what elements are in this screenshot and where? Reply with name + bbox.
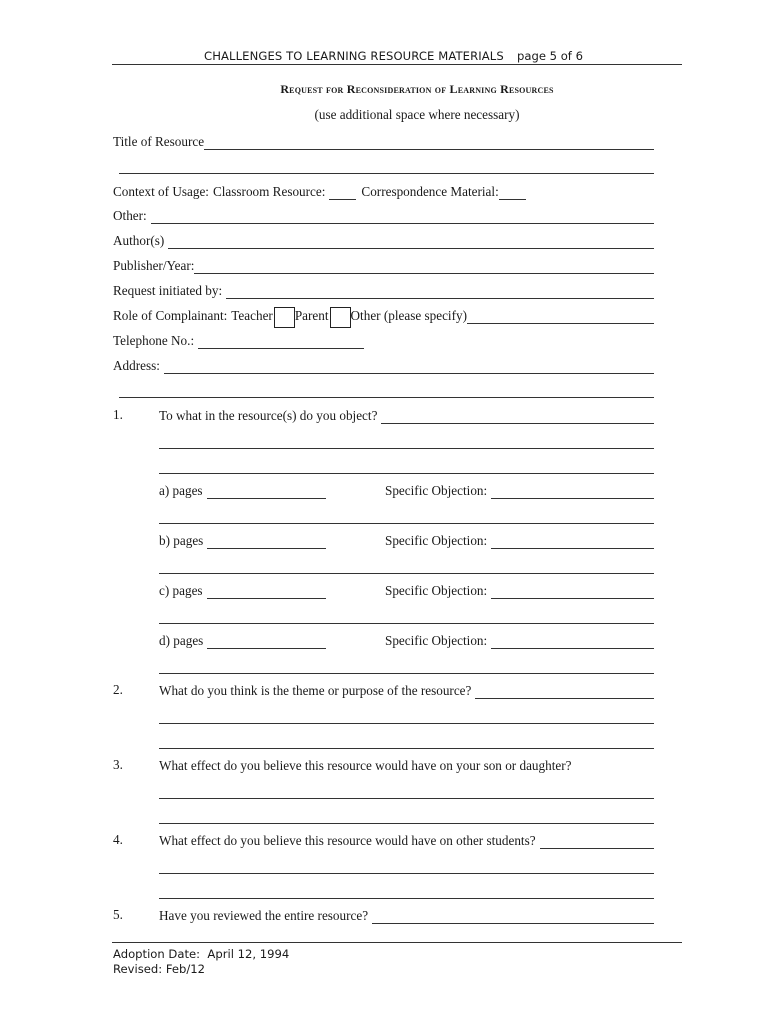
correspondence-material-field[interactable] bbox=[499, 187, 526, 200]
specific-objection-label: Specific Objection: bbox=[385, 633, 488, 648]
parent-label: Parent bbox=[294, 308, 329, 323]
answer-line-row bbox=[159, 507, 654, 524]
pages-field[interactable] bbox=[207, 636, 326, 649]
authors-label: Author(s) bbox=[113, 233, 165, 248]
address-field[interactable] bbox=[164, 361, 654, 374]
question-1-answer-field[interactable] bbox=[381, 411, 654, 424]
question-number: 2. bbox=[113, 682, 123, 697]
question-5-row bbox=[159, 907, 654, 924]
question-5-text: Have you reviewed the entire resource? bbox=[159, 908, 369, 923]
question-number: 5. bbox=[113, 907, 123, 922]
request-initiated-label: Request initiated by: bbox=[113, 283, 223, 298]
specific-objection-field[interactable] bbox=[491, 636, 654, 649]
objection-row bbox=[385, 582, 654, 599]
page-footer bbox=[113, 947, 289, 977]
request-initiated-row bbox=[113, 282, 654, 299]
page-entry-row bbox=[159, 532, 326, 549]
question-3-answer-line[interactable] bbox=[159, 786, 654, 799]
answer-line-row bbox=[159, 782, 654, 799]
page-entry-row bbox=[159, 632, 326, 649]
question-4-row bbox=[159, 832, 654, 849]
teacher-label: Teacher bbox=[231, 308, 273, 323]
other-specify-label: Other (please specify) bbox=[350, 308, 467, 323]
other-label: Other: bbox=[113, 208, 147, 223]
telephone-label: Telephone No.: bbox=[113, 333, 195, 348]
question-3-text: What effect do you believe this resource would have on your son or daughter? bbox=[159, 758, 572, 773]
question-2-row bbox=[159, 682, 654, 699]
telephone-field[interactable] bbox=[198, 336, 364, 349]
question-2-answer-field[interactable] bbox=[475, 686, 654, 699]
context-of-usage-label: Context of Usage: bbox=[113, 184, 209, 199]
address-row bbox=[113, 357, 654, 374]
title-continuation-row bbox=[119, 157, 654, 174]
question-1-text: To what in the resource(s) do you object? bbox=[159, 408, 378, 423]
specific-objection-label: Specific Objection: bbox=[385, 583, 488, 598]
specific-objection-label: Specific Objection: bbox=[385, 483, 488, 498]
header-page-number: page 5 of 6 bbox=[517, 49, 583, 63]
pages-label: a) pages bbox=[159, 483, 203, 498]
publisher-year-row bbox=[113, 257, 654, 274]
address-continuation-field[interactable] bbox=[119, 385, 654, 398]
other-field[interactable] bbox=[151, 211, 654, 224]
pages-label: d) pages bbox=[159, 633, 204, 648]
answer-line-row bbox=[159, 807, 654, 824]
other-row bbox=[113, 207, 654, 224]
question-5-answer-field[interactable] bbox=[372, 911, 654, 924]
objection-continuation-line[interactable] bbox=[159, 611, 654, 624]
question-4-answer-line[interactable] bbox=[159, 886, 654, 899]
role-of-complainant-row bbox=[113, 307, 654, 324]
context-of-usage-row bbox=[113, 183, 526, 200]
objection-continuation-line[interactable] bbox=[159, 511, 654, 524]
question-4-text: What effect do you believe this resource would have on other students? bbox=[159, 833, 536, 848]
objection-row bbox=[385, 532, 654, 549]
question-number: 3. bbox=[113, 757, 123, 772]
question-4-answer-field[interactable] bbox=[540, 836, 654, 849]
specific-objection-field[interactable] bbox=[491, 486, 654, 499]
answer-line-row bbox=[159, 432, 654, 449]
other-specify-field[interactable] bbox=[467, 311, 654, 324]
footer-divider bbox=[112, 942, 682, 943]
question-1-answer-line[interactable] bbox=[159, 436, 654, 449]
adoption-date: Adoption Date: April 12, 1994 bbox=[113, 947, 290, 961]
specific-objection-field[interactable] bbox=[491, 586, 654, 599]
objection-continuation-line[interactable] bbox=[159, 661, 654, 674]
page-entry-row bbox=[159, 482, 326, 499]
question-1-row bbox=[159, 407, 654, 424]
pages-label: b) pages bbox=[159, 533, 204, 548]
parent-checkbox[interactable] bbox=[330, 307, 351, 328]
role-of-complainant-label: Role of Complainant: bbox=[113, 308, 228, 323]
question-2-answer-line[interactable] bbox=[159, 711, 654, 724]
objection-row bbox=[385, 482, 654, 499]
authors-row bbox=[113, 232, 654, 249]
specific-objection-label: Specific Objection: bbox=[385, 533, 488, 548]
question-2-text: What do you think is the theme or purpose of the resource? bbox=[159, 683, 472, 698]
revised-date: Revised: Feb/12 bbox=[113, 962, 206, 976]
classroom-resource-label: Classroom Resource: bbox=[212, 184, 326, 199]
pages-field[interactable] bbox=[207, 536, 326, 549]
question-2-answer-line[interactable] bbox=[159, 736, 654, 749]
form-title: Request for Reconsideration of Learning Resources bbox=[280, 82, 554, 96]
question-3-row bbox=[159, 757, 571, 774]
objection-continuation-line[interactable] bbox=[159, 561, 654, 574]
title-continuation-field[interactable] bbox=[119, 161, 654, 174]
form-subtitle: (use additional space where necessary) bbox=[314, 107, 520, 122]
publisher-year-label: Publisher/Year: bbox=[113, 258, 195, 273]
request-initiated-field[interactable] bbox=[226, 286, 654, 299]
authors-field[interactable] bbox=[168, 236, 654, 249]
page-header bbox=[112, 47, 682, 65]
answer-line-row bbox=[159, 732, 654, 749]
answer-line-row bbox=[159, 607, 654, 624]
answer-line-row bbox=[159, 657, 654, 674]
answer-line-row bbox=[159, 457, 654, 474]
header-title: CHALLENGES TO LEARNING RESOURCE MATERIALS bbox=[204, 49, 504, 63]
classroom-resource-field[interactable] bbox=[329, 187, 356, 200]
question-number: 1. bbox=[113, 407, 123, 422]
title-of-resource-row bbox=[113, 133, 654, 150]
pages-field[interactable] bbox=[207, 586, 326, 599]
pages-label: c) pages bbox=[159, 583, 203, 598]
address-continuation-row bbox=[119, 381, 654, 398]
answer-line-row bbox=[159, 707, 654, 724]
question-3-answer-line[interactable] bbox=[159, 811, 654, 824]
answer-line-row bbox=[159, 557, 654, 574]
page-entry-row bbox=[159, 582, 326, 599]
specific-objection-field[interactable] bbox=[491, 536, 654, 549]
telephone-row bbox=[113, 332, 364, 349]
question-1-answer-line[interactable] bbox=[159, 461, 654, 474]
pages-field[interactable] bbox=[207, 486, 326, 499]
question-4-answer-line[interactable] bbox=[159, 861, 654, 874]
answer-line-row bbox=[159, 882, 654, 899]
title-of-resource-label: Title of Resource bbox=[113, 134, 205, 149]
correspondence-material-label: Correspondence Material: bbox=[361, 184, 499, 199]
question-number: 4. bbox=[113, 832, 123, 847]
publisher-year-field[interactable] bbox=[194, 261, 654, 274]
teacher-checkbox[interactable] bbox=[274, 307, 295, 328]
address-label: Address: bbox=[113, 358, 160, 373]
title-of-resource-field[interactable] bbox=[204, 137, 654, 150]
answer-line-row bbox=[159, 857, 654, 874]
objection-row bbox=[385, 632, 654, 649]
